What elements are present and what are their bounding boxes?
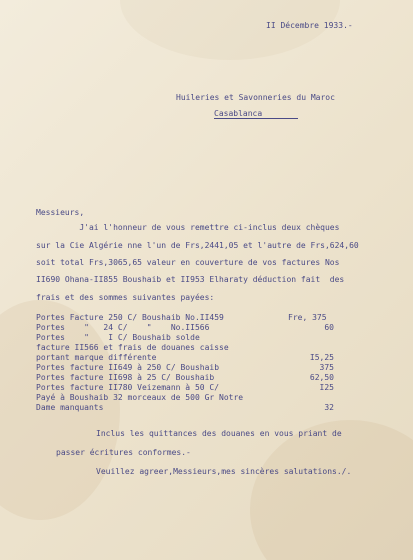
item-amount: I25 [319, 383, 334, 392]
item-description: Portes facture II649 à 250 C/ Boushaib [36, 363, 220, 372]
item-amount: 32 [324, 403, 334, 412]
item-description: facture II566 et frais de douanes caisse [36, 343, 229, 352]
city-underline [214, 118, 298, 119]
closing-line: passer écritures conformes.- [56, 448, 191, 457]
item-amount: 60 [324, 323, 334, 332]
salutation: Messieurs, [36, 208, 85, 217]
item-amount: 375 [319, 363, 334, 372]
item-description: Portes facture II698 à 25 C/ Boushaib [36, 373, 215, 382]
intro-line: J'ai l'honneur de vous remettre ci-inclus deux chèques [36, 223, 340, 232]
item-description: Portes " I C/ Boushaib solde [36, 333, 200, 342]
intro-line: II690 Ohana-II855 Boushaib et II953 Elharaty déduction fait des [36, 275, 345, 284]
intro-line: soit total Frs,3065,65 valeur en couverture de vos factures Nos [36, 258, 340, 267]
item-description: Dame manquants [36, 403, 104, 412]
item-description: Portes Facture 250 C/ Boushaib No.II459 [36, 313, 224, 322]
letter-date: II Décembre 1933.- [266, 21, 353, 30]
item-description: Portes " 24 C/ " No.II566 [36, 323, 210, 332]
intro-line: sur la Cie Algérie nne l'un de Frs,2441,05 et l'autre de Frs,624,60 [36, 241, 359, 250]
closing-line: Inclus les quittances des douanes en vous priant de [96, 429, 342, 438]
recipient-company: Huileries et Savonneries du Maroc [176, 93, 335, 102]
intro-line: frais et des sommes suivantes payées: [36, 293, 215, 302]
item-amount: I5,25 [309, 353, 334, 362]
item-description: portant marque différente [36, 353, 157, 362]
item-amount: Fre, 375 [288, 313, 327, 322]
closing-line: Veuillez agreer,Messieurs,mes sincères salutations./. [96, 467, 352, 476]
item-description: Payé à Boushaib 32 morceaux de 500 Gr Notre [36, 393, 244, 402]
item-amount: 62,50 [309, 373, 334, 382]
item-description: Portes facture II780 Veizemann à 50 C/ [36, 383, 220, 392]
recipient-city: Casablanca [214, 109, 263, 118]
